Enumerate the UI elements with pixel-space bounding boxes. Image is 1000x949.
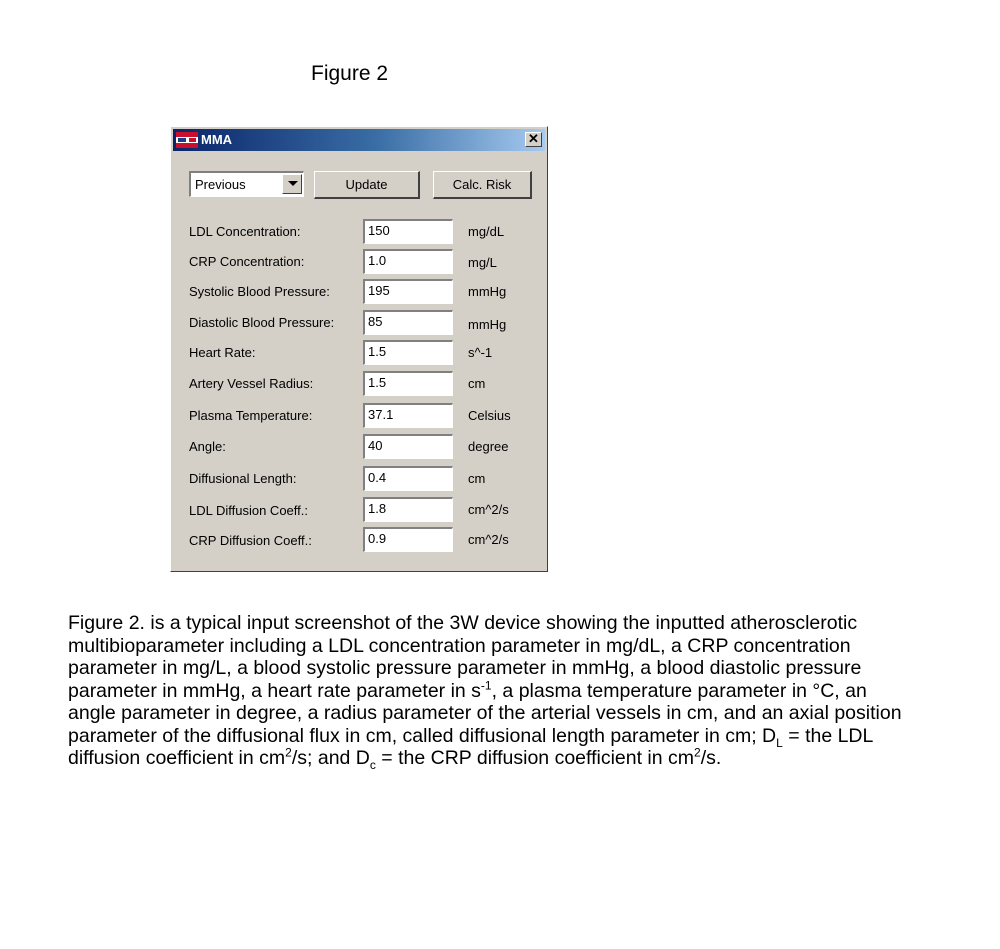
- angle-input[interactable]: 40: [363, 434, 453, 459]
- mma-window: [170, 126, 548, 572]
- ldl-concentration-unit: mg/dL: [468, 224, 505, 239]
- heart-rate-label: Heart Rate:: [189, 345, 256, 360]
- ldl-diffusion-unit: cm^2/s: [468, 502, 509, 517]
- plasma-temperature-unit: Celsius: [468, 408, 511, 423]
- caption-text: Figure 2. is a typical input screenshot of the 3W device showing the inputted atherosclerotic multibioparameter including a LDL concentration parameter in mg/dL, a CRP concentration parameter in mg/L, a blood systolic pressure parameter in mmHg, a blood diastolic pressure parameter in mmHg, a heart rate parameter in s: [68, 612, 862, 702]
- crp-diffusion-input[interactable]: 0.9: [363, 527, 453, 552]
- title-bar[interactable]: [173, 129, 545, 151]
- crp-diffusion-unit: cm^2/s: [468, 532, 509, 547]
- caption-text: = the LDL diffusion coefficient in cm: [68, 724, 873, 769]
- artery-radius-label: Artery Vessel Radius:: [189, 376, 314, 391]
- caption-superscript: 2: [694, 745, 701, 760]
- ldl-concentration-label: LDL Concentration:: [189, 224, 301, 239]
- chevron-down-icon[interactable]: [282, 174, 302, 194]
- systolic-pressure-input[interactable]: 195: [363, 279, 453, 304]
- previous-select-value: Previous: [195, 177, 246, 192]
- plasma-temperature-label: Plasma Temperature:: [189, 408, 313, 423]
- caption-text: /s; and D: [291, 747, 370, 769]
- caption-superscript: 2: [285, 745, 292, 760]
- caption-text: /s.: [700, 747, 722, 769]
- angle-unit: degree: [468, 439, 509, 454]
- ldl-diffusion-input[interactable]: 1.8: [363, 497, 453, 522]
- ldl-concentration-input[interactable]: 150: [363, 219, 453, 244]
- caption-subscript: L: [776, 735, 783, 750]
- ldl-diffusion-label: LDL Diffusion Coeff.:: [189, 503, 308, 518]
- crp-concentration-input[interactable]: 1.0: [363, 249, 453, 274]
- close-icon: ✕: [528, 131, 539, 146]
- caption-superscript: -1: [480, 678, 492, 692]
- caption-text: , a plasma temperature parameter in °C, an angle parameter in degree, a radius parameter of the arterial vessels in cm, and an axial position parameter of the diffusional flux in cm, called diffusional length parameter in cm; D: [68, 679, 902, 747]
- systolic-pressure-unit: mmHg: [468, 284, 507, 299]
- caption-text: = the CRP diffusion coefficient in cm: [375, 747, 695, 769]
- crp-concentration-unit: mg/L: [468, 255, 497, 270]
- diffusional-length-label: Diffusional Length:: [189, 471, 297, 486]
- update-button[interactable]: Update: [314, 171, 420, 199]
- artery-radius-input[interactable]: 1.5: [363, 371, 453, 396]
- systolic-pressure-label: Systolic Blood Pressure:: [189, 284, 330, 299]
- heart-rate-input[interactable]: 1.5: [363, 340, 453, 365]
- diastolic-pressure-unit: mmHg: [468, 317, 507, 332]
- caption-subscript: c: [369, 757, 376, 772]
- diastolic-pressure-label: Diastolic Blood Pressure:: [189, 315, 335, 330]
- figure-caption: [68, 612, 908, 770]
- window-title: MMA: [201, 132, 233, 147]
- previous-select[interactable]: [189, 171, 304, 197]
- plasma-temperature-input[interactable]: 37.1: [363, 403, 453, 428]
- diastolic-pressure-input[interactable]: 85: [363, 310, 453, 335]
- artery-radius-unit: cm: [468, 376, 486, 391]
- diffusional-length-input[interactable]: 0.4: [363, 466, 453, 491]
- angle-label: Angle:: [189, 439, 226, 454]
- calc-risk-button[interactable]: Calc. Risk: [433, 171, 532, 199]
- close-button[interactable]: [525, 132, 542, 147]
- crp-concentration-label: CRP Concentration:: [189, 254, 305, 269]
- mma-app-icon: [176, 132, 198, 148]
- diffusional-length-unit: cm: [468, 471, 486, 486]
- heart-rate-unit: s^-1: [468, 345, 493, 360]
- crp-diffusion-label: CRP Diffusion Coeff.:: [189, 533, 312, 548]
- figure-title: Figure 2: [311, 62, 389, 85]
